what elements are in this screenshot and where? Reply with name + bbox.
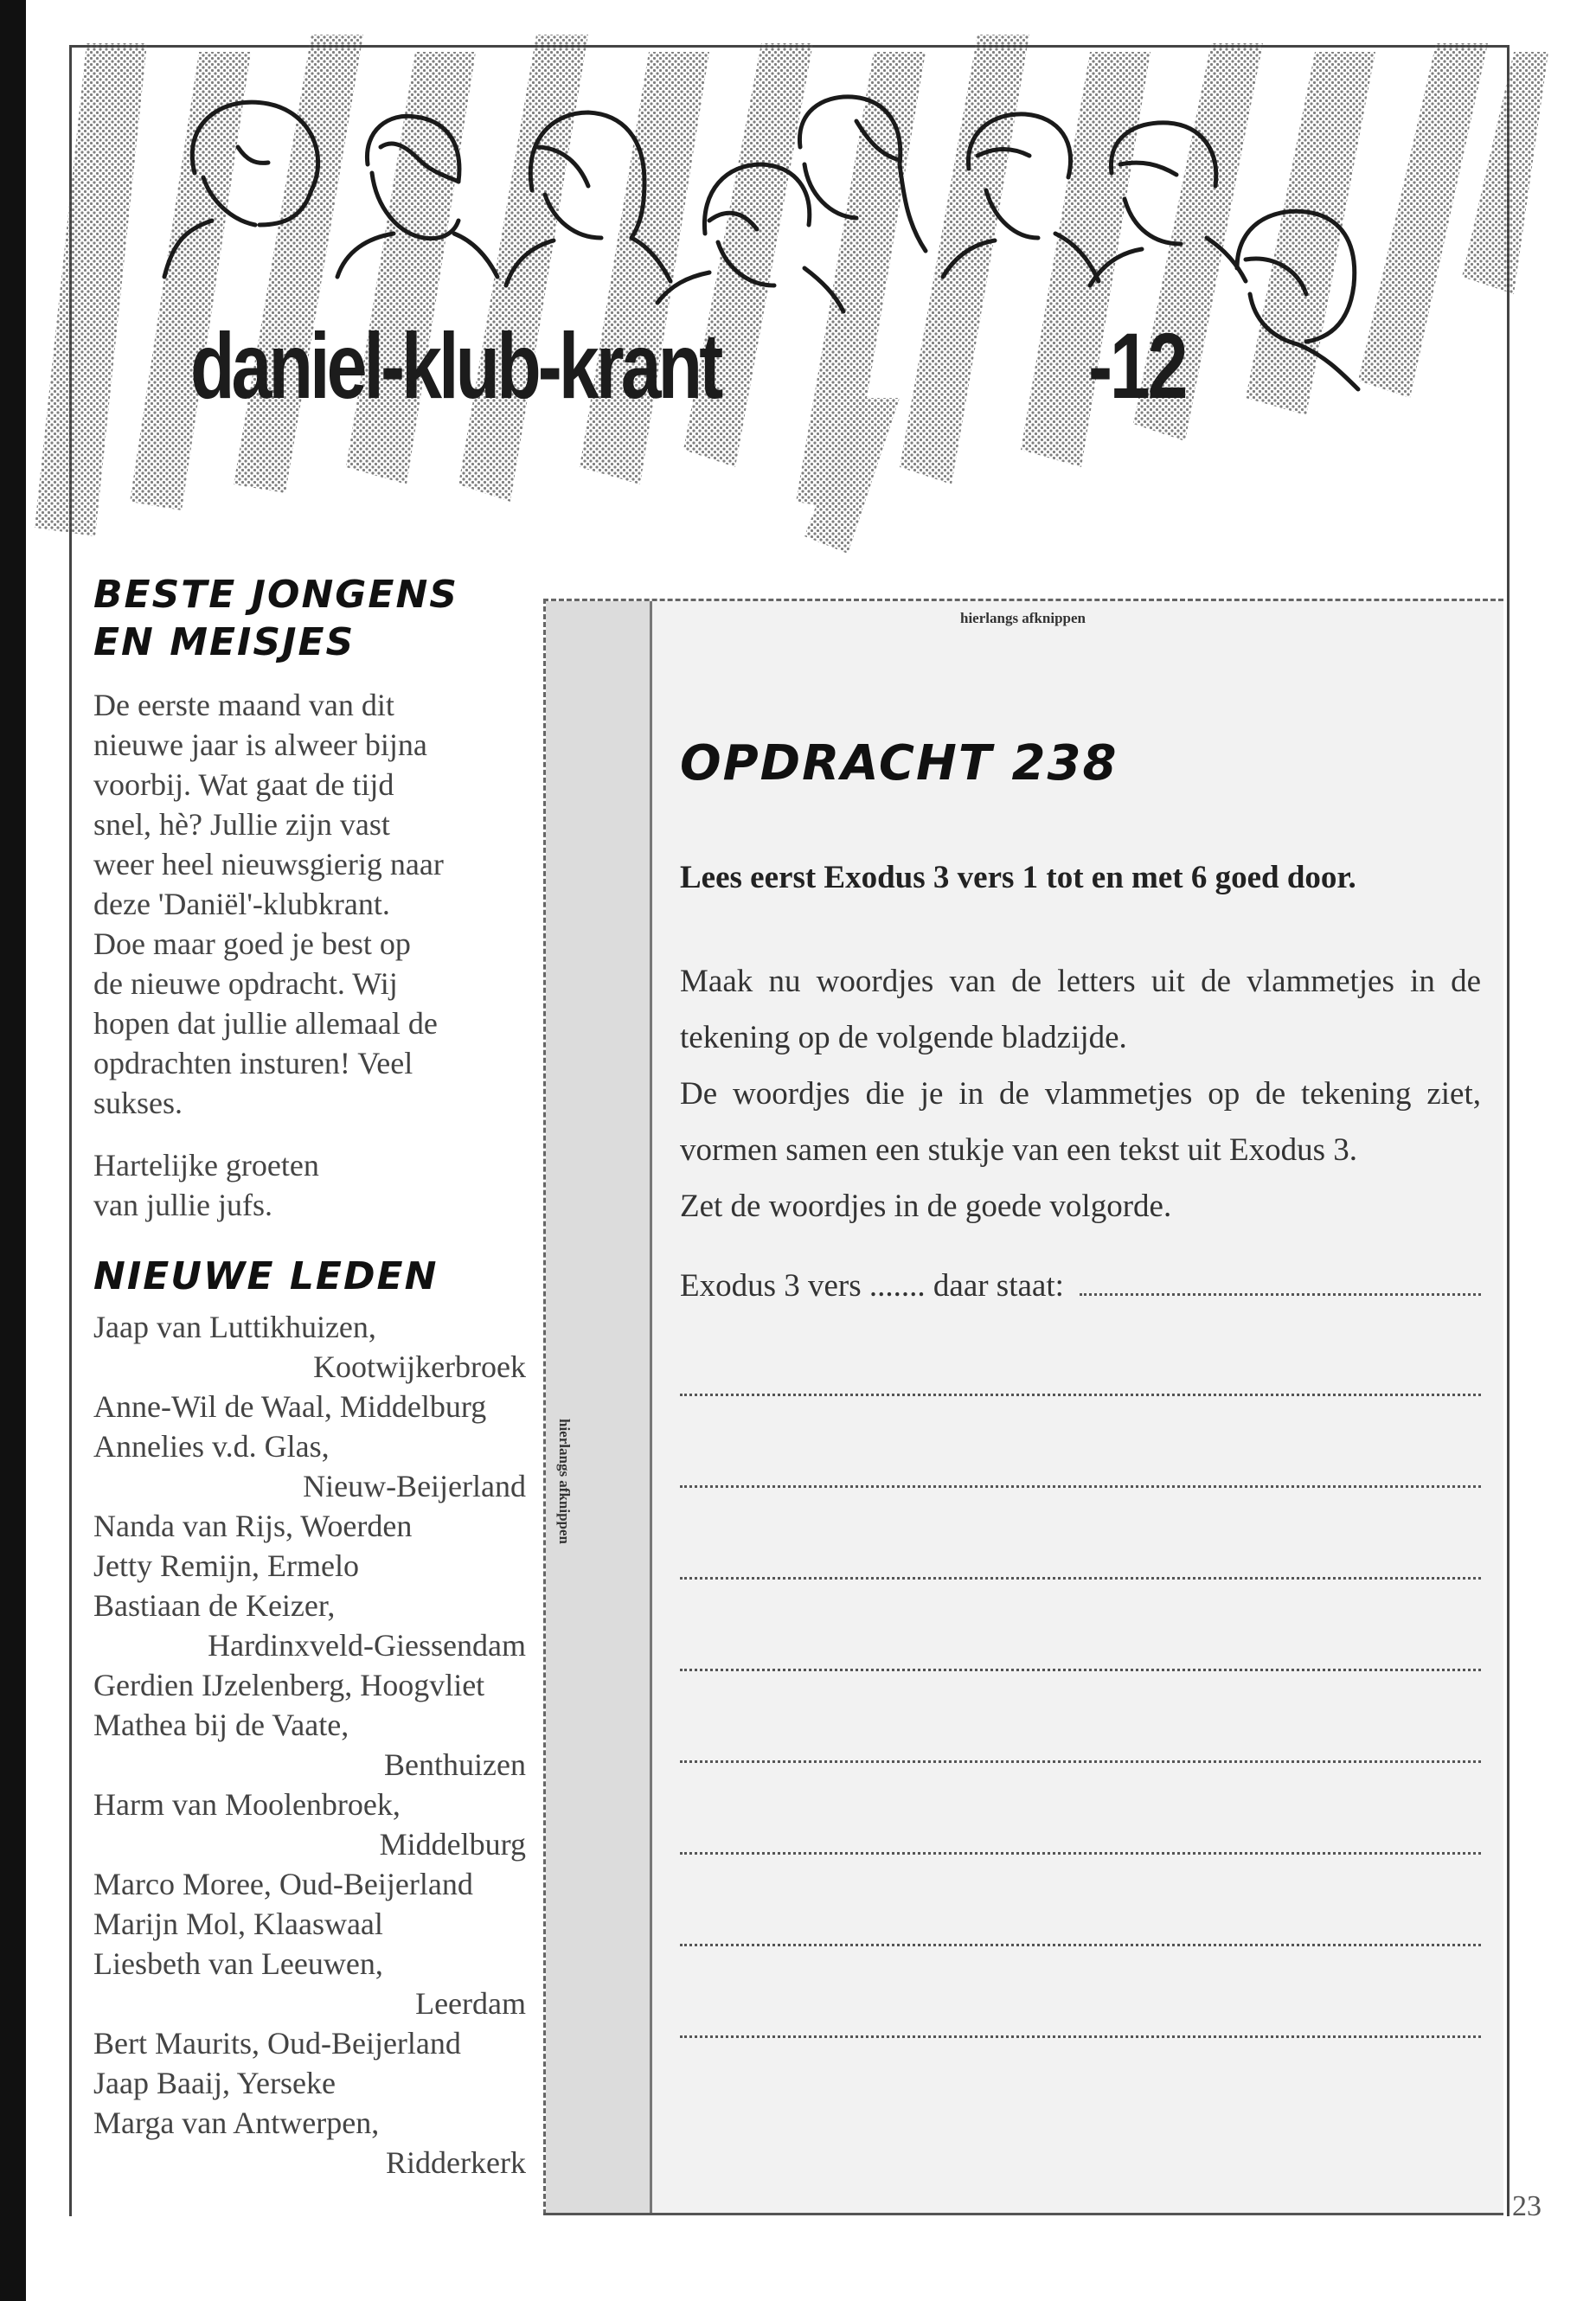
- list-item: [93, 1426, 526, 1506]
- intro-line: hopen dat jullie allemaal de: [93, 1006, 438, 1041]
- coupon-bottom-rule: [543, 2213, 1503, 2215]
- children-faces-illustration: [26, 17, 1548, 571]
- answer-line[interactable]: [680, 1394, 1481, 1396]
- list-item: [93, 1586, 526, 1665]
- member-place: Ridderkerk: [386, 2145, 526, 2180]
- answer-line[interactable]: [680, 1485, 1481, 1488]
- coupon-margin-strip: [546, 601, 650, 2214]
- answer-line[interactable]: [680, 1577, 1481, 1580]
- intro-line: deze 'Daniël'-klubkrant.: [93, 887, 390, 921]
- intro-line: de nieuwe opdracht. Wij: [93, 966, 398, 1001]
- newspaper-title: daniel-klub-krant: [190, 313, 721, 418]
- list-item: [93, 1705, 526, 1785]
- greeting-line: van jullie jufs.: [93, 1188, 272, 1222]
- member-name: Mathea bij de Vaate,: [93, 1708, 349, 1742]
- intro-line: De eerste maand van dit: [93, 688, 394, 722]
- list-item: [93, 1864, 526, 1904]
- member-name: Annelies v.d. Glas,: [93, 1429, 330, 1464]
- greeting: [93, 1145, 526, 1225]
- member-name: Harm van Moolenbroek,: [93, 1787, 401, 1822]
- member-name: Nanda van Rijs, Woerden: [93, 1509, 413, 1543]
- member-name: Jaap Baaij, Yerseke: [93, 2066, 336, 2100]
- list-item: [93, 1546, 526, 1586]
- answer-fill[interactable]: [1080, 1269, 1481, 1296]
- intro-line: snel, hè? Jullie zijn vast: [93, 807, 390, 842]
- assignment-lead: Lees eerst Exodus 3 vers 1 tot en met 6 goed door.: [680, 860, 1356, 895]
- intro-heading-line: EN MEISJES: [93, 620, 356, 664]
- intro-line: Doe maar goed je best op: [93, 926, 411, 961]
- page-number: 23: [1512, 2190, 1542, 2222]
- list-item: [93, 1307, 526, 1387]
- new-members-list: [93, 1307, 526, 2182]
- list-item: [93, 1665, 526, 1705]
- assignment-instruction: Zet de woordjes in de goede volgorde.: [680, 1189, 1172, 1224]
- answer-line[interactable]: [680, 2035, 1481, 2038]
- member-name: Liesbeth van Leeuwen,: [93, 1946, 383, 1981]
- list-item: [93, 2103, 526, 2182]
- member-place: Leerdam: [415, 1986, 526, 2021]
- member-name: Anne-Wil de Waal, Middelburg: [93, 1389, 487, 1424]
- intro-line: sukses.: [93, 1086, 183, 1120]
- intro-line: opdrachten insturen! Veel: [93, 1046, 413, 1080]
- member-place: Nieuw-Beijerland: [303, 1469, 526, 1503]
- list-item: [93, 1904, 526, 1944]
- list-item: [93, 2063, 526, 2103]
- member-name: Gerdien IJzelenberg, Hoogvliet: [93, 1668, 485, 1702]
- list-item: [93, 1785, 526, 1864]
- member-place: Hardinxveld-Giessendam: [208, 1628, 526, 1663]
- masthead: [26, 17, 1548, 571]
- cut-here-label-vertical: hierlangs afknippen: [556, 1419, 573, 1545]
- member-name: Jaap van Luttikhuizen,: [93, 1310, 376, 1344]
- cut-here-label: hierlangs afknippen: [960, 610, 1086, 626]
- intro-heading-line: BESTE JONGENS: [93, 573, 458, 617]
- answer-line[interactable]: [680, 1669, 1481, 1671]
- assignment-title: OPDRACHT 238: [680, 735, 1118, 792]
- list-item: [93, 1506, 526, 1546]
- answer-line[interactable]: [680, 1852, 1481, 1855]
- member-name: Marco Moree, Oud-Beijerland: [93, 1867, 473, 1901]
- answer-line[interactable]: [680, 1760, 1481, 1763]
- list-item: [93, 1387, 526, 1426]
- intro-heading: [93, 571, 526, 666]
- answer-line-first[interactable]: [680, 1267, 1481, 1304]
- left-column: [93, 571, 526, 2182]
- member-place: Benthuizen: [384, 1747, 526, 1782]
- answer-prefix: Exodus 3 vers ....... daar staat:: [680, 1268, 1064, 1304]
- intro-line: voorbij. Wat gaat de tijd: [93, 767, 394, 802]
- assignment-instruction: Maak nu woordjes van de letters uit de vlammetjes in de tekening op de volgende bladzijde.: [680, 964, 1481, 1055]
- member-name: Bastiaan de Keizer,: [93, 1588, 336, 1623]
- intro-line: nieuwe jaar is alweer bijna: [93, 727, 427, 762]
- intro-text: [93, 685, 526, 1123]
- list-item: [93, 1944, 526, 2023]
- assignment: [680, 735, 1481, 2038]
- member-place: Middelburg: [379, 1827, 526, 1862]
- member-name: Marijn Mol, Klaaswaal: [93, 1907, 383, 1941]
- member-place: Kootwijkerbroek: [313, 1349, 526, 1384]
- greeting-line: Hartelijke groeten: [93, 1148, 319, 1183]
- member-name: Marga van Antwerpen,: [93, 2106, 380, 2140]
- answer-line[interactable]: [680, 1944, 1481, 1946]
- list-item: [93, 2023, 526, 2063]
- issue-number: -12: [1088, 313, 1186, 418]
- assignment-instruction: De woordjes die je in de vlammetjes op de tekening ziet, vormen samen een stukje van een tekst uit Exodus 3.: [680, 1076, 1481, 1168]
- member-name: Jetty Remijn, Ermelo: [93, 1548, 359, 1583]
- new-members-heading: NIEUWE LEDEN: [93, 1254, 439, 1298]
- page-edge-bar: [0, 0, 26, 2301]
- member-name: Bert Maurits, Oud-Beijerland: [93, 2026, 461, 2061]
- intro-line: weer heel nieuwsgierig naar: [93, 847, 444, 881]
